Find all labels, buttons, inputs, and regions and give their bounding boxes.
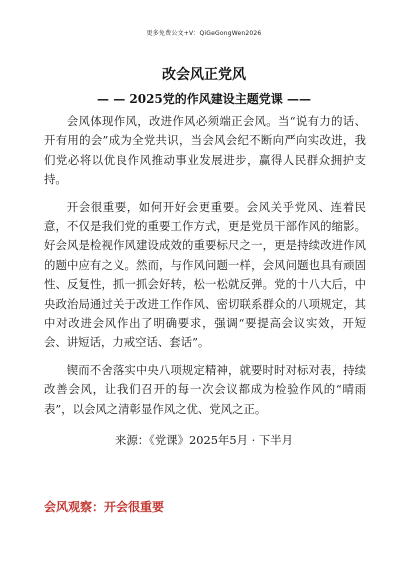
paragraph: 会风体现作风，改进作风必须端正会风。当“说有力的话、开有用的会”成为全党共识，当会风会纪不断向严向实改进，我们党必将以优良作风推动事业发展进步，赢得人民群众拥护支持。: [44, 114, 366, 187]
header-note: 更多免费公文+V：QiGeGongWen2026: [146, 30, 262, 37]
document-title: 改会风正党风: [162, 67, 246, 83]
source-line: 来源：《党课》2025年5月 · 下半月: [114, 433, 294, 447]
paragraph: 锲而不舍落实中央八项规定精神，就要时时对标对表，持续改善会风，让我们召开的每一次会议都成为检验作风的“晴雨表”，以会风之清彰显作风之优、党风之正。: [44, 362, 366, 416]
section-heading: 会风观察：开会很重要: [44, 500, 165, 514]
document-body: [44, 112, 366, 419]
document-subtitle: — — 2025党的作风建设主题党课 ——: [97, 92, 311, 106]
paragraph: 开会很重要，如何开好会更重要。会风关乎党风、连着民意，不仅是我们党的重要工作方式，更是党员干部作风的缩影。好会风是检视作风建设成效的重要标尺之一，更是持续改进作风的题中应有之义。然而，与作风问题一样，会风问题也具有顽固性、反复性，抓一抓会好转，松一松就反弹。党的十八大后，中央政治局通过关于改进工作作风、密切联系群众的八项规定，其中对改进会风作出了明确要求，强调“要提高会议实效，开短会、讲短话，力戒空话、套话”。: [44, 199, 366, 350]
